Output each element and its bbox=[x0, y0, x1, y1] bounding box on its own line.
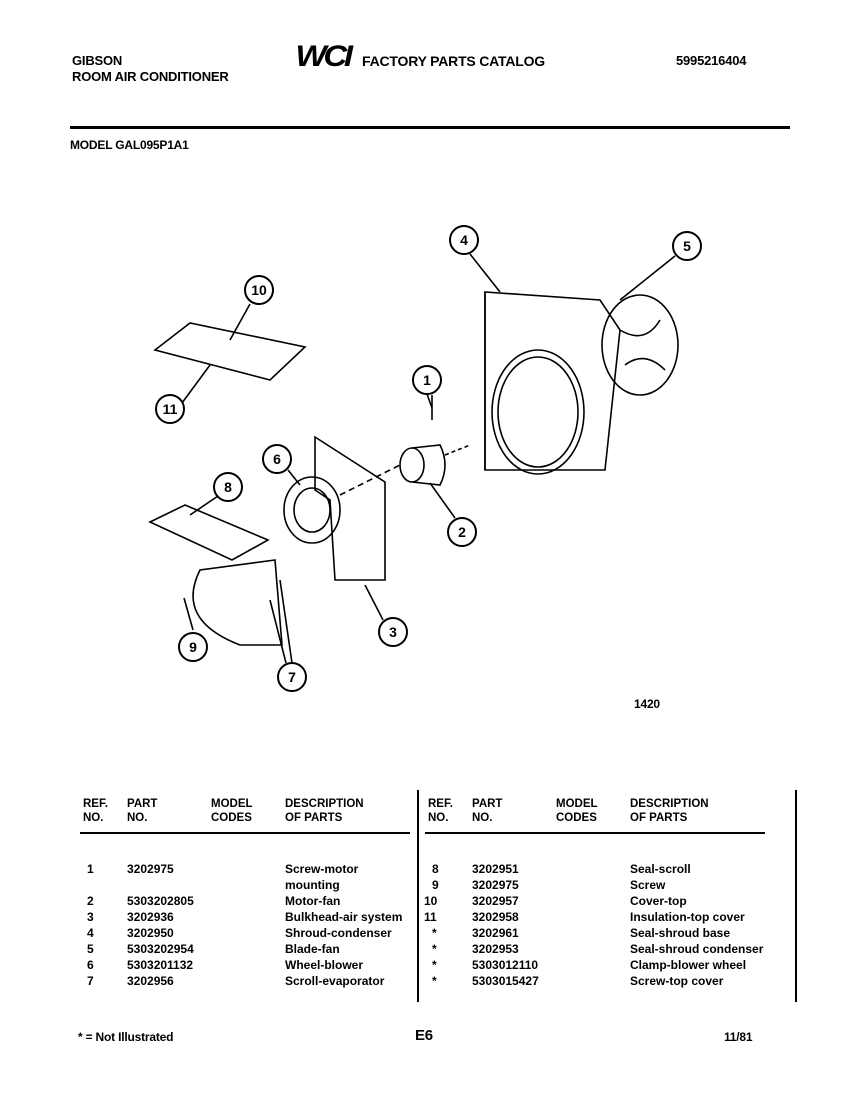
header-ref: REF. bbox=[428, 798, 453, 810]
blower-wheel-part bbox=[284, 477, 340, 543]
callout-label-4: 4 bbox=[460, 232, 468, 248]
part-no: 3202950 bbox=[127, 926, 174, 940]
header-part: PART bbox=[127, 798, 158, 810]
catalog-number: 5995216404 bbox=[676, 53, 747, 68]
figure-number: 1420 bbox=[634, 697, 660, 711]
scroll-part bbox=[193, 560, 282, 645]
brand-name: GIBSON bbox=[72, 53, 123, 68]
part-description: Screw bbox=[630, 878, 666, 892]
part-no: 5303201132 bbox=[127, 958, 194, 972]
part-description: Clamp-blower wheel bbox=[630, 958, 747, 972]
part-description: Seal-scroll bbox=[630, 862, 691, 876]
header-ref: NO. bbox=[83, 812, 104, 824]
header-desc: OF PARTS bbox=[285, 812, 343, 824]
part-no: 3202951 bbox=[472, 862, 519, 876]
callout-label-8: 8 bbox=[224, 479, 232, 495]
header-part: NO. bbox=[127, 812, 148, 824]
date: 11/81 bbox=[724, 1030, 753, 1044]
table-right-border bbox=[795, 790, 797, 1002]
shroud-ring bbox=[492, 350, 584, 474]
callout-label-6: 6 bbox=[273, 451, 281, 467]
bulkhead-part bbox=[315, 437, 385, 580]
part-no: 3202953 bbox=[472, 942, 519, 956]
part-description: Wheel-blower bbox=[285, 958, 364, 972]
top-cover-part bbox=[155, 323, 305, 380]
ref-no: 10 bbox=[424, 894, 438, 908]
model-number: MODEL GAL095P1A1 bbox=[70, 138, 189, 152]
ref-no: 3 bbox=[87, 910, 94, 924]
ref-no: 1 bbox=[87, 862, 94, 876]
part-no: 5303202805 bbox=[127, 894, 194, 908]
header-model: MODEL bbox=[556, 798, 598, 810]
part-description: Shroud-condenser bbox=[285, 926, 392, 940]
ref-no: 9 bbox=[432, 878, 439, 892]
part-description-cont: mounting bbox=[285, 878, 340, 892]
part-description: Seal-shroud condenser bbox=[630, 942, 764, 956]
ref-no: 2 bbox=[87, 894, 94, 908]
motor-part bbox=[400, 448, 424, 482]
header-part: NO. bbox=[472, 812, 493, 824]
part-no: 3202961 bbox=[472, 926, 519, 940]
product-name: ROOM AIR CONDITIONER bbox=[72, 69, 229, 84]
callout-label-2: 2 bbox=[458, 524, 466, 540]
part-no: 3202958 bbox=[472, 910, 519, 924]
part-description: Motor-fan bbox=[285, 894, 341, 908]
ref-no: * bbox=[432, 958, 437, 972]
part-no: 5303202954 bbox=[127, 942, 194, 956]
ref-no: 11 bbox=[424, 910, 437, 924]
ref-no: * bbox=[432, 942, 437, 956]
callout-label-9: 9 bbox=[189, 639, 197, 655]
header-ref: REF. bbox=[83, 798, 108, 810]
ref-no: * bbox=[432, 926, 437, 940]
header-model: CODES bbox=[211, 812, 252, 824]
part-description: Cover-top bbox=[630, 894, 687, 908]
part-no: 3202975 bbox=[127, 862, 174, 876]
seal-scroll-part bbox=[150, 505, 268, 560]
part-description: Bulkhead-air system bbox=[285, 910, 403, 924]
ref-no: 6 bbox=[87, 958, 94, 972]
callout-label-10: 10 bbox=[251, 282, 267, 298]
header-desc: DESCRIPTION bbox=[630, 798, 709, 810]
part-description: Seal-shroud base bbox=[630, 926, 731, 940]
ref-no: 8 bbox=[432, 862, 439, 876]
header-model: MODEL bbox=[211, 798, 253, 810]
callout-label-1: 1 bbox=[423, 372, 431, 388]
left-header-rule bbox=[80, 832, 410, 834]
callout-label-11: 11 bbox=[162, 401, 178, 417]
catalog-title: FACTORY PARTS CATALOG bbox=[362, 53, 545, 69]
part-no: 3202936 bbox=[127, 910, 174, 924]
fan-blade-part bbox=[602, 295, 678, 395]
header-desc: OF PARTS bbox=[630, 812, 688, 824]
header-model: CODES bbox=[556, 812, 597, 824]
wci-logo: WCI bbox=[295, 40, 350, 73]
callout-label-7: 7 bbox=[288, 669, 296, 685]
page-number: E6 bbox=[415, 1027, 433, 1044]
ref-no: 4 bbox=[87, 926, 94, 940]
part-no: 3202957 bbox=[472, 894, 519, 908]
part-description: Blade-fan bbox=[285, 942, 340, 956]
header-ref: NO. bbox=[428, 812, 449, 824]
part-description: Insulation-top cover bbox=[630, 910, 745, 924]
header-part: PART bbox=[472, 798, 503, 810]
header-desc: DESCRIPTION bbox=[285, 798, 364, 810]
table-divider bbox=[417, 790, 419, 1002]
right-header-rule bbox=[425, 832, 765, 834]
callout-label-5: 5 bbox=[683, 238, 691, 254]
part-description: Screw-motor bbox=[285, 862, 359, 876]
part-description: Scroll-evaporator bbox=[285, 974, 385, 988]
ref-no: 7 bbox=[87, 974, 94, 988]
part-no: 3202956 bbox=[127, 974, 174, 988]
part-description: Screw-top cover bbox=[630, 974, 724, 988]
part-no: 3202975 bbox=[472, 878, 519, 892]
ref-no: * bbox=[432, 974, 437, 988]
part-no: 5303012110 bbox=[472, 958, 539, 972]
ref-no: 5 bbox=[87, 942, 94, 956]
footnote: * = Not Illustrated bbox=[78, 1030, 174, 1044]
part-no: 5303015427 bbox=[472, 974, 539, 988]
callout-label-3: 3 bbox=[389, 624, 397, 640]
